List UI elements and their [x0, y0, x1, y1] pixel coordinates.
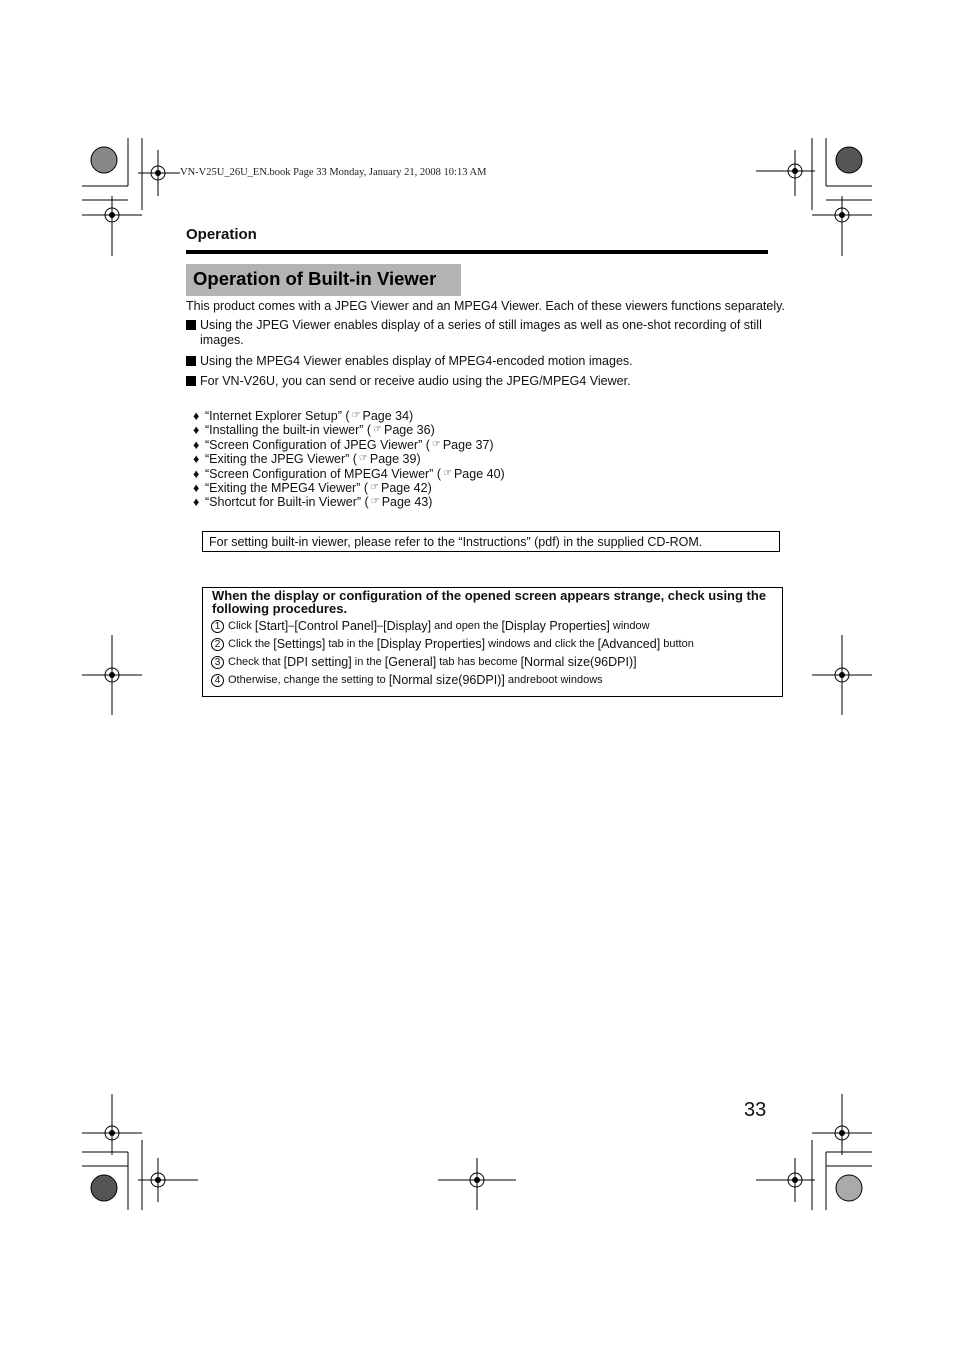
square-bullet-icon: [186, 320, 196, 330]
step-text: window: [609, 620, 650, 632]
check-step: [211, 619, 650, 633]
reference-page: Page 42): [381, 481, 432, 496]
check-box: [202, 587, 783, 697]
step-text: tab in the: [325, 638, 377, 650]
step-text: andreboot windows: [504, 674, 603, 686]
step-text: in the: [351, 656, 385, 668]
intro-paragraph: This product comes with a JPEG Viewer and an MPEG4 Viewer. Each of these viewers functions separately.: [186, 299, 785, 313]
ui-term: [General]: [384, 655, 437, 669]
reference-item[interactable]: ♦ “Screen Configuration of JPEG Viewer” ( ☞ Page 37): [193, 437, 494, 452]
reference-page: Page 39): [369, 452, 421, 467]
hand-pointer-icon: ☞: [351, 410, 361, 421]
step-number-icon: 2: [211, 638, 224, 651]
reference-item[interactable]: ♦ “Screen Configuration of MPEG4 Viewer” ( ☞ Page 40): [193, 466, 505, 481]
hand-pointer-icon: ☞: [370, 496, 380, 508]
hand-pointer-icon: ☞: [443, 467, 452, 479]
step-text: button: [660, 638, 694, 650]
page-title: Operation of Built-in Viewer: [193, 268, 437, 289]
reference-page: Page 43): [381, 495, 433, 510]
reference-title: “Exiting the JPEG Viewer”: [205, 452, 350, 467]
ui-term: [Normal size(96DPI)]: [388, 673, 505, 687]
note-box: For setting built-in viewer, please refer to the “Instructions” (pdf) in the supplied CD-ROM.: [202, 531, 780, 552]
hand-pointer-icon: ☞: [431, 438, 441, 450]
ui-term: [Advanced]: [597, 637, 661, 651]
ui-term: [Display Properties]: [501, 619, 610, 633]
ui-term: [Normal size(96DPI)]: [520, 655, 637, 669]
bullet-text: For VN-V26U, you can send or receive audio using the JPEG/MPEG4 Viewer.: [200, 374, 631, 388]
diamond-icon: ♦: [193, 423, 200, 438]
square-bullet-icon: [186, 356, 196, 366]
reference-title: “Exiting the MPEG4 Viewer”: [205, 481, 361, 496]
step-text: tab has become: [436, 656, 521, 668]
book-header-line: VN-V25U_26U_EN.book Page 33 Monday, January 21, 2008 10:13 AM: [180, 167, 487, 178]
step-number-icon: 3: [211, 656, 224, 669]
section-rule: [186, 250, 768, 254]
reference-item[interactable]: ♦ “Exiting the JPEG Viewer” ( ☞ Page 39): [193, 452, 421, 467]
ui-term: [Display Properties]: [376, 637, 486, 651]
step-text: Click the: [228, 638, 274, 650]
hand-pointer-icon: ☞: [373, 424, 383, 436]
diamond-icon: ♦: [193, 409, 200, 423]
ui-term: [Display]: [383, 619, 432, 633]
ui-term: [Settings]: [273, 637, 326, 651]
reference-item[interactable]: ♦ “Shortcut for Built-in Viewer” ( ☞ Page 43): [193, 495, 433, 510]
bullet-text: Using the JPEG Viewer enables display of a series of still images as well as one-shot recording of still images.: [200, 318, 762, 347]
check-title: When the display or configuration of the opened screen appears strange, check using the following procedures.: [212, 588, 767, 616]
step-number-icon: 1: [211, 620, 224, 633]
reference-title: “Screen Configuration of MPEG4 Viewer”: [205, 466, 434, 481]
ui-term: [DPI setting]: [283, 655, 352, 669]
reference-title: “Installing the built-in viewer”: [205, 423, 364, 438]
bullet-text: Using the MPEG4 Viewer enables display of MPEG4-encoded motion images.: [200, 354, 633, 368]
step-number-icon: 4: [211, 674, 224, 687]
check-step: [211, 637, 694, 651]
reference-title: “Screen Configuration of JPEG Viewer”: [205, 437, 423, 452]
reference-title: “Internet Explorer Setup”: [205, 409, 342, 423]
step-text: windows and click the: [485, 638, 598, 650]
step-text: Click: [228, 620, 255, 632]
bullet-item: [186, 354, 786, 369]
reference-page: Page 36): [384, 423, 435, 438]
hand-pointer-icon: ☞: [370, 482, 379, 494]
bullet-item: [186, 318, 786, 348]
diamond-icon: ♦: [193, 437, 200, 452]
reference-item[interactable]: ♦ “Installing the built-in viewer” ( ☞ Page 36): [193, 423, 435, 438]
step-text: –: [288, 620, 295, 632]
hand-pointer-icon: ☞: [358, 453, 368, 465]
reference-page: Page 40): [453, 466, 505, 481]
check-step: [211, 673, 603, 687]
reference-page: Page 37): [442, 437, 494, 452]
step-text: and open the: [431, 620, 502, 632]
step-text: Otherwise, change the setting to: [228, 674, 389, 686]
bullet-item: [186, 374, 786, 389]
diamond-icon: ♦: [193, 481, 200, 496]
square-bullet-icon: [186, 376, 196, 386]
step-text: –: [377, 620, 384, 632]
diamond-icon: ♦: [193, 466, 200, 481]
reference-page: Page 34): [362, 409, 414, 423]
title-banner: [186, 264, 461, 296]
section-label: Operation: [186, 226, 257, 243]
page-number: 33: [744, 1099, 767, 1121]
ui-term: [Control Panel]: [294, 619, 378, 633]
step-text: Check that: [228, 656, 284, 668]
reference-title: “Shortcut for Built-in Viewer”: [205, 495, 362, 510]
diamond-icon: ♦: [193, 452, 200, 467]
reference-list: [193, 409, 505, 510]
ui-term: [Start]: [254, 619, 289, 633]
check-step: [211, 655, 637, 669]
reference-item[interactable]: ♦ “Exiting the MPEG4 Viewer” ( ☞ Page 42): [193, 481, 432, 496]
diamond-icon: ♦: [193, 495, 200, 510]
reference-item[interactable]: ♦ “Internet Explorer Setup” ( ☞ Page 34): [193, 409, 414, 423]
